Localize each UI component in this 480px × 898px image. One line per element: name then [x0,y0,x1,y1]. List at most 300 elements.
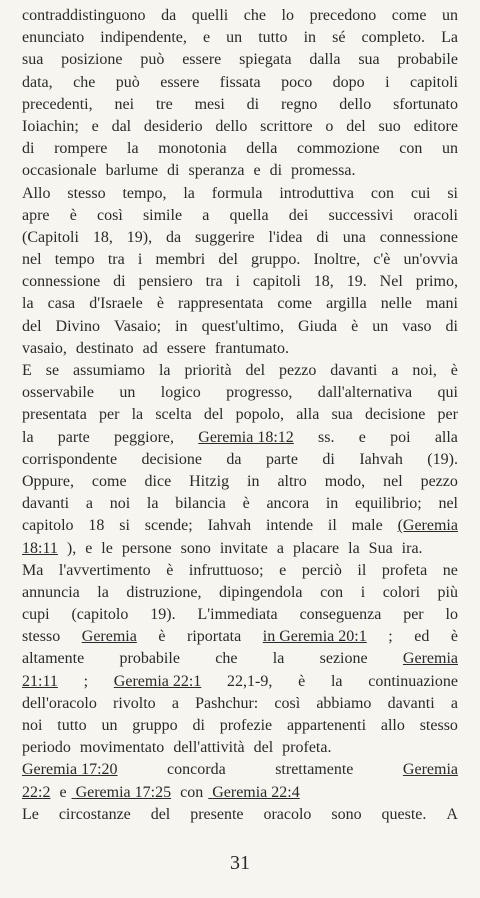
word: di [113,273,126,291]
body-text [22,5,458,826]
scripture-reference: Geremia 22:4 [212,783,300,801]
word: è [242,495,250,513]
word: popolo, [235,406,285,424]
word: un [441,7,458,24]
word: 18, [92,228,113,246]
word: Hitzig [189,472,230,490]
word: di [246,95,260,113]
word: altro [277,472,307,490]
word: è [158,628,166,646]
word: del [22,317,42,335]
word: placare [292,539,340,557]
word: vaso [402,317,432,335]
text-line [22,449,458,471]
word: della [246,140,278,158]
word: suggerire [195,228,255,246]
word: per [99,406,120,424]
word: i [137,251,143,269]
word: 19), [126,228,153,246]
word: come [277,295,313,313]
word: a [276,539,284,557]
word: Inoltre, [313,251,361,269]
word: può [115,73,140,91]
word: 18 [88,517,105,535]
word: invitate [219,539,268,557]
word: cupi [22,606,50,624]
text-line [22,382,458,404]
text-line [22,404,458,426]
word: Divino [55,317,100,335]
word: le [101,539,113,557]
word: un [441,140,458,158]
word: sfortunato [393,95,458,113]
word: che [243,7,266,24]
word: la [131,406,144,424]
word: allo [380,717,405,734]
text-line [22,183,458,205]
word: tutto [57,717,87,734]
word: che [73,73,96,91]
word: ancora [266,495,310,513]
word: ; [388,628,393,646]
word: indipendente, [100,29,187,47]
word: noi, [412,362,437,379]
word: davanti [22,495,70,513]
text-line [22,72,458,94]
word: argilla [326,295,367,313]
word: da [226,450,242,468]
word: Sua [368,539,393,557]
word: fissata [219,73,261,91]
scripture-reference: Geremia 17:20 [22,761,118,779]
word: tempo [54,251,95,269]
word: speranza [188,162,245,180]
word: è [298,672,306,690]
word: in [325,495,339,513]
word: cui [410,184,431,202]
word: concorda [167,761,226,779]
text-line [22,648,458,670]
word: 19. [346,273,367,291]
word: di [445,317,458,335]
word: progresso, [226,384,293,402]
word: ed [414,628,430,646]
word: tutto [258,29,288,47]
word: essere [182,51,222,69]
text-line [22,560,458,582]
word: essere [160,73,200,91]
word: E [22,362,32,379]
word: che [215,650,238,668]
word: oracoli [413,206,458,224]
text-line [22,271,458,293]
text-line [22,604,458,626]
text-line [22,116,458,138]
word: occasionale [22,162,97,180]
word: profeta. [282,739,332,757]
word: dello [215,117,248,135]
word: mesi [194,95,225,113]
text-line [22,538,458,560]
word: formula [211,184,263,202]
text-line [22,27,458,49]
word: nelle [380,295,412,313]
word: capitoli [252,273,301,291]
word: Allo [22,184,51,202]
word: presente [190,805,244,823]
word: il [327,517,337,535]
word: nei [114,95,135,113]
word: assumiamo [73,362,146,379]
word: di [22,140,35,158]
word: più [437,583,458,601]
word: noi [109,495,131,513]
word: la [272,650,285,668]
scripture-reference: 21:11 [22,672,58,690]
word: pezzo [420,472,458,490]
word: Vasaio; [114,317,162,335]
word: profeta [381,561,428,579]
text-line [22,715,458,737]
word: sua [331,406,353,424]
word: riportata [187,628,242,646]
word: parte [265,450,298,468]
word: profezie [219,717,273,734]
word: quest'ultimo, [201,317,284,335]
word: probabile [397,51,458,69]
word: parte [57,428,90,446]
scripture-reference: Geremia [81,628,137,646]
word: movimentato [79,739,165,757]
word: un [101,717,118,734]
word: sono [331,805,362,823]
word: la [127,140,139,158]
word: dello [339,95,372,113]
word: così [96,206,123,224]
word: Pashchur: [195,694,259,712]
word: la [146,495,159,513]
word: l'avvertimento [58,561,151,579]
word: membri [155,251,206,269]
word: d'Israele [89,295,143,313]
word: oracolo [263,805,312,823]
word: Ioiachin; [22,117,79,135]
word: corrispondente [22,450,118,468]
word: priorità [184,362,232,379]
scripture-reference: 18:11 [22,539,58,557]
text-line [22,737,458,759]
word: altamente [22,650,85,668]
word: dell'attività [173,739,245,757]
word: del [150,805,171,823]
word: sezione [319,650,368,668]
word: la [158,362,171,379]
text-line [22,759,458,781]
word: e [85,539,93,557]
word: e [279,561,287,579]
word: del [218,251,238,269]
word: poco [281,73,313,91]
word: è [351,317,359,335]
word: gruppo [132,717,178,734]
word: simile [142,206,183,224]
word: davanti [387,694,435,712]
word: nel [383,472,403,490]
word: persone [121,539,172,557]
word: i [235,273,240,291]
scripture-reference: Geremia [402,761,458,779]
word: abbiamo [316,694,372,712]
word: del [245,362,266,379]
word: la [22,428,34,446]
word: conseguenza [299,606,382,624]
word: pensiero [138,273,193,291]
word: dopo [332,73,365,91]
word: è [450,362,458,379]
word: connessione [22,273,101,291]
word: Iahvah [359,450,403,468]
word: nel [438,495,458,513]
word: scende; [144,517,193,535]
word: e [91,117,99,135]
word: precedenti, [22,95,93,113]
word: la [97,583,109,601]
word: completo. [361,29,426,47]
word: casa [47,295,76,313]
word: una [342,228,366,246]
word: lo [281,7,294,24]
text-line [22,316,458,338]
word: perciò [301,561,342,579]
word: così [274,694,301,712]
word: noi [22,717,43,734]
word: e [358,428,366,446]
word: editore [413,117,458,135]
word: rappresentata [178,295,264,313]
word: male [351,517,383,535]
word: di [316,228,329,246]
word: c'è [373,251,391,269]
word: alla [296,406,320,424]
word: un [372,317,389,335]
word: stesso [419,717,458,734]
word: 22,1-9, [227,672,273,690]
word: continuazione [368,672,458,690]
word: enunciato [22,29,85,47]
word: capitoli [410,73,458,91]
word: intende [265,517,314,535]
word: la [330,672,343,690]
word: successivi [328,206,394,224]
word: frantumato. [214,339,290,357]
word: sua [358,51,380,69]
text-line [22,94,458,116]
scripture-reference: Geremia 17:25 [75,783,172,801]
word: di [192,717,205,734]
word: dice [144,472,172,490]
text-line [22,493,458,515]
word: 18, [313,273,334,291]
word: e [59,783,67,801]
text-line [22,782,458,804]
word: Nel [379,273,403,291]
text-line [22,582,458,604]
word: davanti [330,362,378,379]
text-line [22,293,458,315]
text-line [22,49,458,71]
word: a [202,206,210,224]
word: La [441,29,458,47]
word: distruzione, [126,583,202,601]
word: sua [22,51,44,69]
text-line [22,205,458,227]
word: destinato [75,339,134,357]
word: stesso [67,184,106,202]
word: Oppure, [22,472,74,490]
word: ), [66,539,77,557]
word: è [450,628,458,646]
word: è [166,561,174,579]
word: ; [83,672,89,690]
scripture-reference: (Geremia [397,517,458,535]
word: tempo, [122,184,167,202]
word: tre [155,95,173,113]
word: la [22,295,34,313]
text-line [22,160,458,182]
word: ira. [401,539,423,557]
word: e [253,162,261,180]
word: scrittore [260,117,313,135]
word: a [391,362,399,379]
word: i [360,583,366,601]
word: la [348,539,360,557]
word: dei [288,206,309,224]
word: può [140,51,165,69]
word: monotonia [158,140,227,158]
text-line [22,338,458,360]
word: alla [434,428,458,446]
word: del [253,739,274,757]
word: dipingendola [218,583,303,601]
word: probabile [119,650,180,668]
word: annuncia [22,583,80,601]
word: di [269,162,283,180]
word: (19). [427,450,458,468]
word: data, [22,73,53,91]
word: bilancia [175,495,226,513]
word: introduttiva [279,184,354,202]
word: sono [180,539,211,557]
word: decisione [141,450,202,468]
page-number: 31 [230,852,250,874]
word: presentata [22,406,87,424]
word: promessa. [291,162,356,180]
word: a [171,694,179,712]
word: suo [378,117,401,135]
word: mani [425,295,458,313]
word: in [303,29,317,47]
word: desiderio [143,117,203,135]
word: l'idea [268,228,303,246]
word: (capitolo [71,606,129,624]
word: osservabile [22,384,94,402]
word: scelta [155,406,192,424]
scripture-reference: Geremia 22:1 [113,672,202,690]
word: (Capitoli [22,228,79,246]
word: infruttuoso; [188,561,264,579]
word: un [226,29,243,47]
word: a [85,495,93,513]
word: commozione [296,140,380,158]
word: precedono [309,7,377,24]
word: modo, [324,472,366,490]
word: Iahvah [207,517,252,535]
word: equilibrio; [355,495,422,513]
text-line [22,693,458,715]
word: primo, [415,273,458,291]
word: ne [442,561,458,579]
word: di [322,450,335,468]
word: dell'oracolo [22,694,97,712]
word: e [202,29,211,47]
word: essere [166,339,206,357]
word: strettamente [275,761,354,779]
word: rompere [54,140,108,158]
word: regno [280,95,318,113]
word: del [346,117,366,135]
word: del [203,406,224,424]
word: per [437,406,458,424]
word: connessione [379,228,458,246]
text-line [22,471,458,493]
word: Le [22,805,39,823]
word: per [403,606,424,624]
word: sé [332,29,346,47]
word: con [180,783,204,801]
word: tra [107,251,125,269]
word: dalla [309,51,341,69]
text-line [22,804,458,826]
word: dall'alternativa [317,384,413,402]
word: è [69,206,77,224]
word: peggiore, [114,428,175,446]
text-line [22,138,458,160]
word: decisione [364,406,426,424]
text-line [22,360,458,382]
word: contraddistinguono [22,7,146,24]
word: da [161,7,177,24]
word: Ma [22,561,44,579]
word: periodo [22,739,71,757]
word: logico [160,384,201,402]
word: barlume [105,162,159,180]
word: con [370,184,394,202]
word: è [156,295,164,313]
scripture-reference: in Geremia 20:1 [262,628,367,646]
word: dal [111,117,132,135]
word: qui [437,384,458,402]
word: lo [445,606,458,624]
text-line [22,626,458,648]
word: con [320,583,344,601]
scripture-reference: Geremia [402,650,458,668]
word: queste. [381,805,427,823]
word: pezzo [279,362,317,379]
text-line [22,671,458,693]
text-line [22,427,458,449]
word: vasaio, [22,339,67,357]
word: poi [390,428,411,446]
